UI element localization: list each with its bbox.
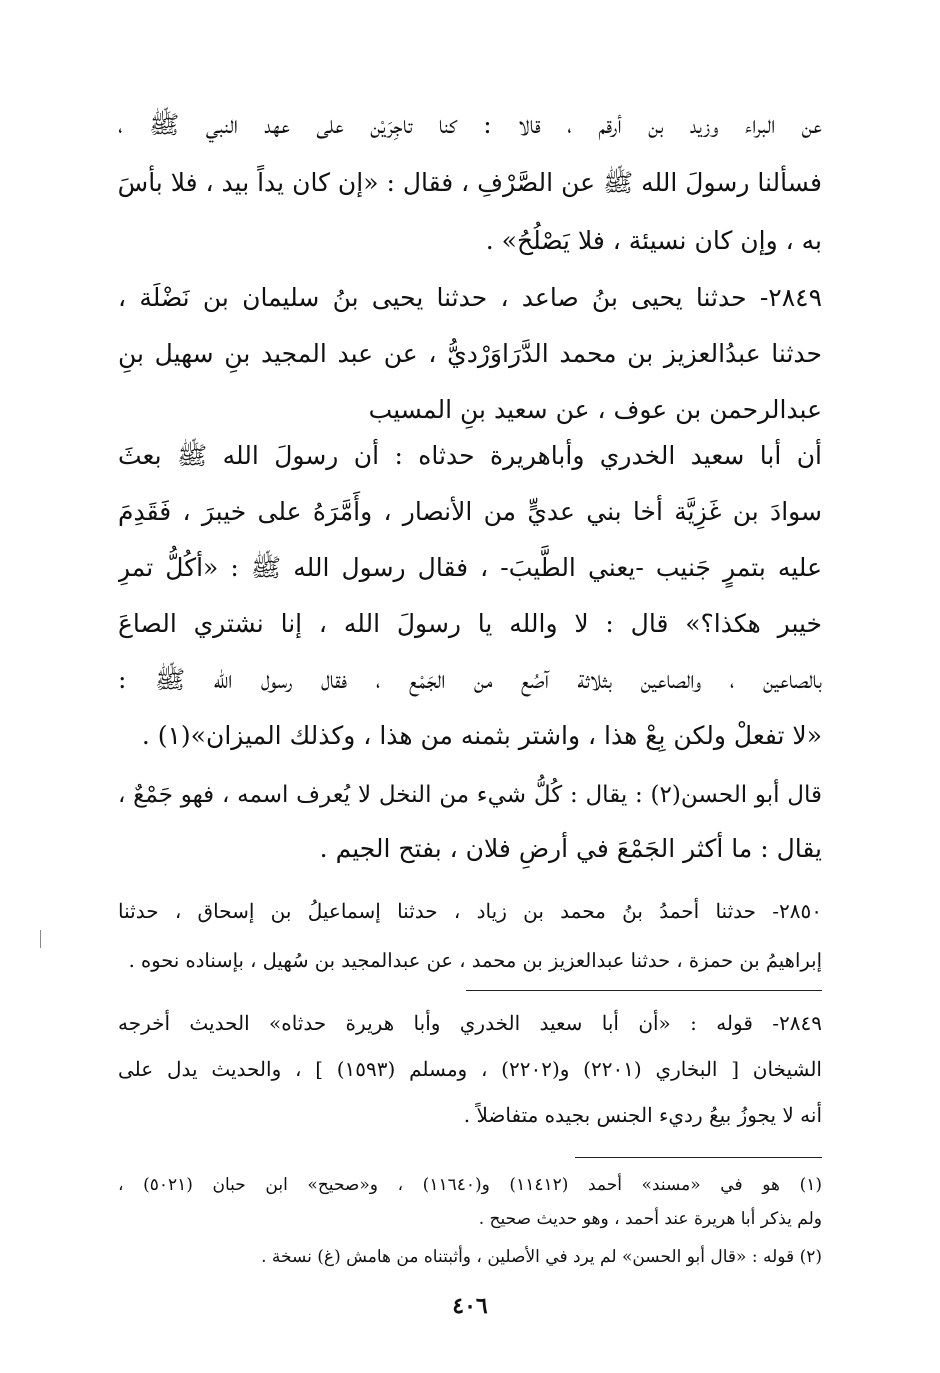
- text-line: فسألنا رسولَ الله ﷺ عن الصَّرْفِ ، فقال : «إن كان يداً بيد ، فلا بأسَ: [118, 168, 822, 197]
- commentary-separator: [466, 990, 822, 991]
- margin-mark: [40, 930, 41, 948]
- footnote-2: [118, 1240, 822, 1274]
- hadith-2849-matn: [118, 428, 822, 764]
- text-line: بالصاعين ، والصاعين بثلاثة آصُع من الجَمْع ، فقال رسول الله ﷺ :: [118, 665, 822, 694]
- text-line: عبدالرحمن بن عوف ، عن سعيد بنِ المسيب: [368, 395, 822, 424]
- hadith-2850: [118, 886, 822, 986]
- text-line: به ، وإن كان نسيئة ، فلا يَصْلُحُ» .: [485, 226, 822, 255]
- text-line: ٢٨٤٩- قوله : «أن أبا سعيد الخدري وأبا هريرة حدثاه» الحديث أخرجه: [118, 1011, 822, 1035]
- text-line: عن البراء وزيد بن أرقم ، قالا : كنا تاجِرَيْن على عهد النبي ﷺ ،: [118, 110, 822, 139]
- text-line: إبراهيمُ بن حمزة ، حدثنا عبدالعزيز بن محمد ، عن عبدالمجيد بن سُهيل ، بإسناده نحوه .: [128, 949, 822, 972]
- hadith-text-paragraph-1: [118, 96, 822, 270]
- footnote-separator: [575, 1157, 822, 1158]
- hadith-2849-isnad: [118, 270, 822, 438]
- text-line: حدثنا عبدُالعزيز بن محمد الدَّرَاوَرْديُّ ، عن عبد المجيد بنِ سهيل بنِ: [118, 339, 822, 368]
- text-line: «لا تفعلْ ولكن بِعْ هذا ، واشتر بثمنه من هذا ، وكذلك الميزان»(١) .: [141, 721, 822, 750]
- text-line: ٢٨٥٠- حدثنا أحمدُ بنُ محمد بن زياد ، حدثنا إسماعيلُ بن إسحاق ، حدثنا: [118, 899, 822, 923]
- text-line: (١) هو في «مسند» أحمد (١١٤١٢) و(١١٦٤٠) ، و«صحيح» ابن حبان (٥٠٢١) ،: [118, 1175, 822, 1195]
- text-line: عليه بتمرٍ جَنيب -يعني الطَّيبَ- ، فقال رسول الله ﷺ : «أكُلُّ تمرِ: [118, 553, 822, 582]
- text-line: قال أبو الحسن(٢) : يقال : كُلُّ شيء من النخل لا يُعرف اسمه ، فهو جَمْعٌ ،: [118, 782, 822, 808]
- text-line: أن أبا سعيد الخدري وأباهريرة حدثاه : أن رسولَ الله ﷺ بعثَ: [118, 441, 822, 470]
- text-line: أنه لا يجوزُ بيعُ رديء الجنس بجيده متفاضلاً .: [463, 1103, 822, 1127]
- text-line: (٢) قوله : «قال أبو الحسن» لم يرد في الأصلين ، وأثبتناه من هامش (غ) نسخة .: [261, 1247, 822, 1267]
- text-line: سوادَ بن غَزِيَّة أخا بني عديٍّ من الأنصار ، وأَمَّرَهُ على خيبرَ ، فَقَدِمَ: [118, 497, 822, 526]
- text-line: الشيخان [ البخاري (٢٢٠١) و(٢٢٠٢) ، ومسلم (١٥٩٣) ] ، والحديث يدل على: [118, 1057, 822, 1081]
- abu-al-hasan-note: [118, 768, 822, 876]
- text-line: خيبر هكذا؟» قال : لا والله يا رسولَ الله ، إنا نشتري الصاعَ: [118, 609, 822, 638]
- commentary-block: [118, 1000, 822, 1138]
- text-line: ٢٨٤٩- حدثنا يحيى بنُ صاعد ، حدثنا يحيى بنُ سليمان بن نَضْلَة ،: [118, 283, 822, 312]
- text-line: ولم يذكر أبا هريرة عند أحمد ، وهو حديث صحيح .: [478, 1209, 822, 1229]
- footnote-1: [118, 1168, 822, 1236]
- page-number: ٤٠٦: [452, 1293, 488, 1319]
- text-line: يقال : ما أكثر الجَمْعَ في أرضِ فلان ، بفتح الجيم .: [319, 834, 822, 863]
